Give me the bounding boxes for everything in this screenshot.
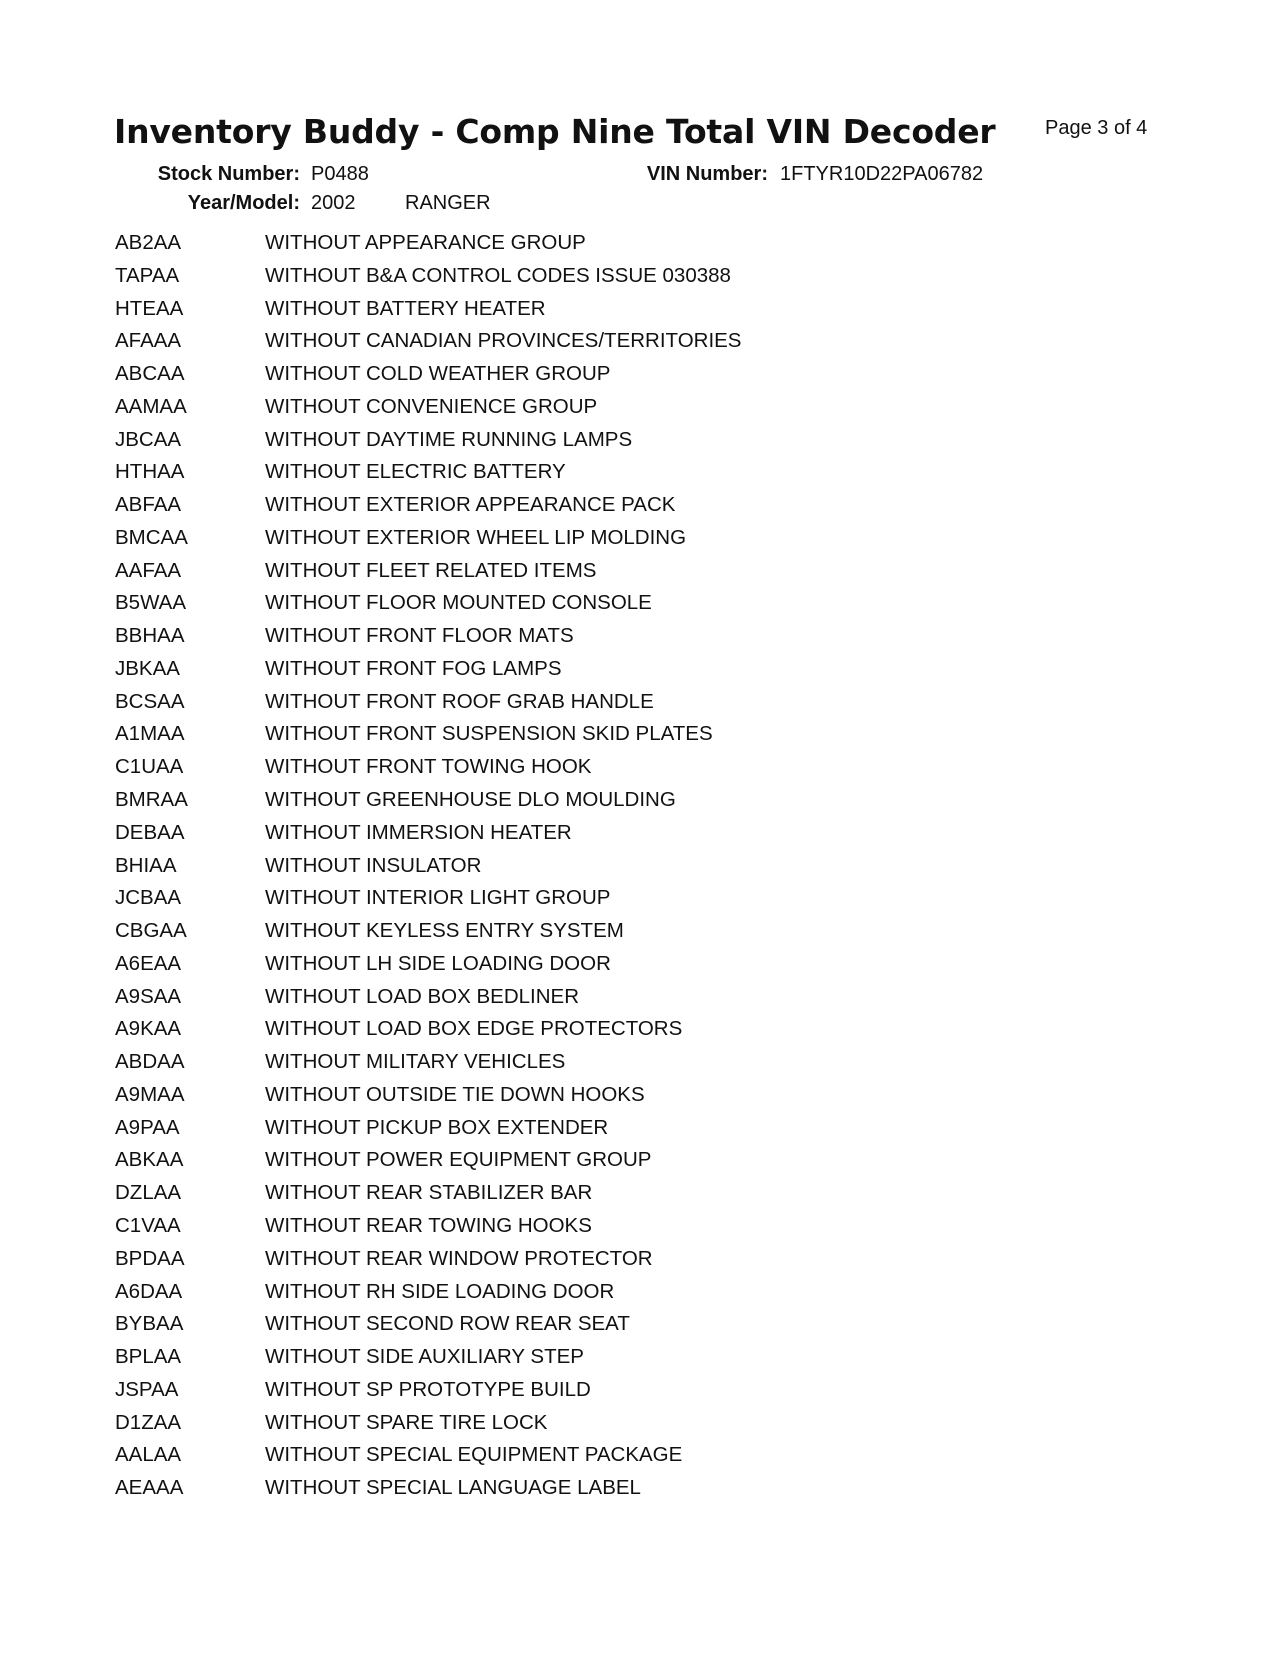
option-row [0, 1308, 1280, 1341]
option-description: WITHOUT POWER EQUIPMENT GROUP [265, 1148, 652, 1172]
option-description: WITHOUT COLD WEATHER GROUP [265, 362, 611, 386]
option-description: WITHOUT REAR TOWING HOOKS [265, 1213, 592, 1237]
option-row [0, 587, 1280, 620]
option-row [0, 1013, 1280, 1046]
option-description: WITHOUT REAR STABILIZER BAR [265, 1181, 593, 1205]
option-row [0, 981, 1280, 1014]
option-code: AAFAA [115, 558, 182, 582]
option-code: BHIAA [115, 853, 177, 877]
option-code: BCSAA [115, 689, 185, 713]
option-row [0, 1374, 1280, 1407]
option-row [0, 522, 1280, 555]
option-description: WITHOUT GREENHOUSE DLO MOULDING [265, 788, 676, 812]
option-description: WITHOUT FRONT ROOF GRAB HANDLE [265, 689, 654, 713]
option-code: C1UAA [115, 755, 184, 779]
option-row [0, 1341, 1280, 1374]
option-description: WITHOUT FLOOR MOUNTED CONSOLE [265, 591, 652, 615]
option-row [0, 1407, 1280, 1440]
option-code: ABDAA [115, 1050, 185, 1074]
option-row [0, 1210, 1280, 1243]
option-code: A1MAA [115, 722, 185, 746]
option-code: BPLAA [115, 1345, 182, 1369]
option-code: BMRAA [115, 788, 188, 812]
option-row [0, 784, 1280, 817]
option-code: AALAA [115, 1443, 182, 1467]
option-code: BMCAA [115, 525, 188, 549]
option-row [0, 850, 1280, 883]
option-code: BPDAA [115, 1246, 185, 1270]
option-description: WITHOUT RH SIDE LOADING DOOR [265, 1279, 615, 1303]
option-description: WITHOUT LOAD BOX EDGE PROTECTORS [265, 1017, 683, 1041]
option-code: ABKAA [115, 1148, 184, 1172]
option-description: WITHOUT SPECIAL EQUIPMENT PACKAGE [265, 1443, 683, 1467]
option-code: AB2AA [115, 231, 182, 254]
option-code: ABFAA [115, 493, 182, 517]
option-code: BBHAA [115, 624, 185, 648]
option-description: WITHOUT FRONT SUSPENSION SKID PLATES [265, 722, 713, 746]
option-description: WITHOUT BATTERY HEATER [265, 296, 546, 320]
option-description: WITHOUT SPARE TIRE LOCK [265, 1410, 548, 1434]
option-description: WITHOUT SIDE AUXILIARY STEP [265, 1345, 584, 1369]
option-description: WITHOUT KEYLESS ENTRY SYSTEM [265, 919, 624, 943]
option-description: WITHOUT B&A CONTROL CODES ISSUE 030388 [265, 263, 731, 287]
option-row [0, 718, 1280, 751]
option-description: WITHOUT FRONT FLOOR MATS [265, 624, 574, 648]
option-row [0, 358, 1280, 391]
option-row [0, 620, 1280, 653]
option-row [0, 1177, 1280, 1210]
option-code: AAMAA [115, 394, 187, 418]
option-description: WITHOUT INTERIOR LIGHT GROUP [265, 886, 611, 910]
stock-number-label: Stock Number: [157, 163, 300, 185]
model-value: RANGER [405, 192, 491, 214]
option-description: WITHOUT INSULATOR [265, 853, 482, 877]
option-description: WITHOUT CANADIAN PROVINCES/TERRITORIES [265, 329, 742, 353]
vin-number-value: 1FTYR10D22PA06782 [780, 163, 984, 185]
option-row [0, 1243, 1280, 1276]
option-row [0, 948, 1280, 981]
year-model-label: Year/Model: [187, 192, 300, 214]
option-row [0, 686, 1280, 719]
option-description: WITHOUT EXTERIOR APPEARANCE PACK [265, 493, 676, 517]
option-row [0, 424, 1280, 457]
option-code: AFAAA [115, 329, 182, 353]
option-row [0, 227, 1280, 260]
option-code: TAPAA [115, 263, 180, 287]
option-description: WITHOUT FRONT TOWING HOOK [265, 755, 592, 779]
option-code: BYBAA [115, 1312, 184, 1336]
option-description: WITHOUT ELECTRIC BATTERY [265, 460, 566, 484]
option-description: WITHOUT DAYTIME RUNNING LAMPS [265, 427, 633, 451]
option-row [0, 391, 1280, 424]
option-row [0, 489, 1280, 522]
option-description: WITHOUT SPECIAL LANGUAGE LABEL [265, 1476, 641, 1500]
option-row [0, 293, 1280, 326]
option-code: D1ZAA [115, 1410, 182, 1434]
option-description: WITHOUT SP PROTOTYPE BUILD [265, 1377, 591, 1401]
option-row [0, 555, 1280, 588]
option-code: B5WAA [115, 591, 187, 615]
option-code: JSPAA [115, 1377, 179, 1401]
option-description: WITHOUT LH SIDE LOADING DOOR [265, 951, 611, 975]
stock-number-value: P0488 [311, 163, 369, 185]
option-code: ABCAA [115, 362, 185, 386]
option-code: DZLAA [115, 1181, 182, 1205]
option-description: WITHOUT IMMERSION HEATER [265, 820, 572, 844]
option-code: AEAAA [115, 1476, 184, 1500]
option-row [0, 456, 1280, 489]
option-code: A9PAA [115, 1115, 180, 1139]
option-code: CBGAA [115, 919, 187, 943]
option-code: JBCAA [115, 427, 182, 451]
document-title: Inventory Buddy - Comp Nine Total VIN Decoder [114, 112, 996, 151]
option-row [0, 1112, 1280, 1145]
option-description: WITHOUT CONVENIENCE GROUP [265, 394, 598, 418]
option-description: WITHOUT FLEET RELATED ITEMS [265, 558, 597, 582]
option-code: HTEAA [115, 296, 184, 320]
option-row [0, 882, 1280, 915]
option-code: A6DAA [115, 1279, 183, 1303]
option-code: A6EAA [115, 951, 182, 975]
option-code: A9KAA [115, 1017, 182, 1041]
option-row [0, 1079, 1280, 1112]
option-description: WITHOUT EXTERIOR WHEEL LIP MOLDING [265, 525, 687, 549]
option-row [0, 653, 1280, 686]
option-description: WITHOUT SECOND ROW REAR SEAT [265, 1312, 630, 1336]
option-description: WITHOUT APPEARANCE GROUP [265, 231, 586, 254]
option-code: A9MAA [115, 1082, 185, 1106]
page-indicator: Page 3 of 4 [1045, 117, 1148, 139]
option-code: C1VAA [115, 1213, 181, 1237]
option-row [0, 915, 1280, 948]
option-code: JCBAA [115, 886, 182, 910]
option-description: WITHOUT LOAD BOX BEDLINER [265, 984, 580, 1008]
options-list [0, 227, 1280, 1505]
option-description: WITHOUT REAR WINDOW PROTECTOR [265, 1246, 653, 1270]
option-row [0, 751, 1280, 784]
year-value: 2002 [311, 192, 356, 214]
option-code: DEBAA [115, 820, 185, 844]
option-code: HTHAA [115, 460, 185, 484]
option-description: WITHOUT MILITARY VEHICLES [265, 1050, 566, 1074]
option-row [0, 817, 1280, 850]
option-row [0, 1144, 1280, 1177]
option-row [0, 1439, 1280, 1472]
option-description: WITHOUT FRONT FOG LAMPS [265, 656, 562, 680]
option-code: A9SAA [115, 984, 182, 1008]
vin-number-label: VIN Number: [646, 163, 768, 185]
option-row [0, 1276, 1280, 1309]
option-description: WITHOUT OUTSIDE TIE DOWN HOOKS [265, 1082, 645, 1106]
option-row [0, 1472, 1280, 1505]
option-row [0, 325, 1280, 358]
option-row [0, 1046, 1280, 1079]
option-description: WITHOUT PICKUP BOX EXTENDER [265, 1115, 609, 1139]
option-code: JBKAA [115, 656, 180, 680]
option-row [0, 260, 1280, 293]
